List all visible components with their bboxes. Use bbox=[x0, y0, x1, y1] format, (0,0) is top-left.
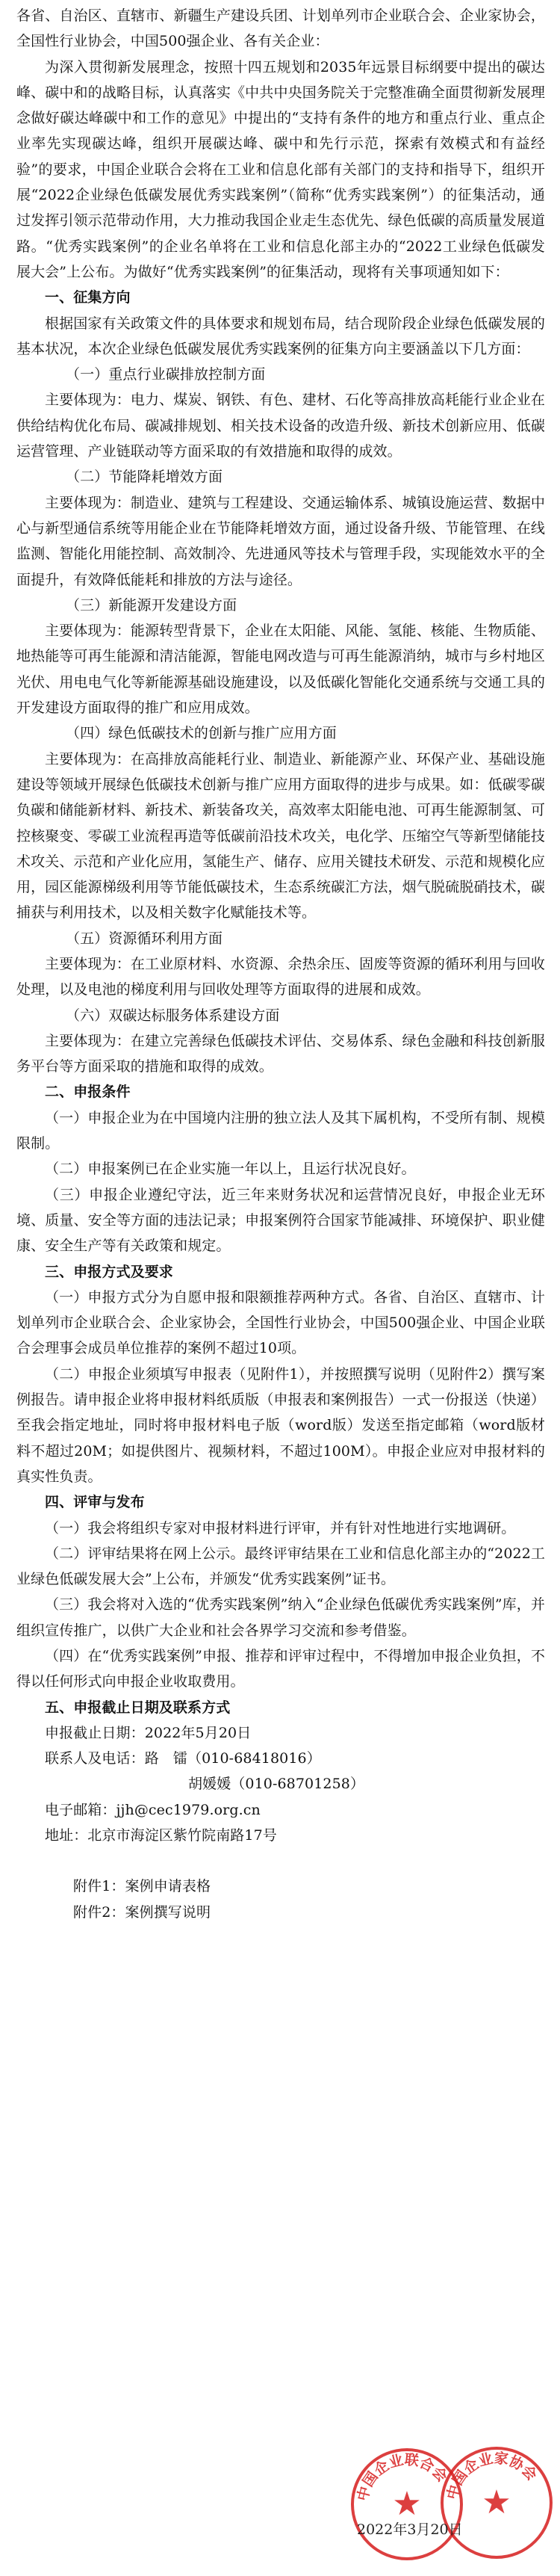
contact-label: 联系人及电话： bbox=[45, 1750, 145, 1767]
contact-line bbox=[16, 1746, 545, 1771]
review-item: （四）在“优秀实践案例”申报、推荐和评审过程中，不得增加申报企业负担，不得以任何形式向申报企业收取费用。 bbox=[16, 1648, 545, 1690]
seal-right-text: 中国企业家协会 bbox=[444, 2450, 540, 2501]
subsection-text: 主要体现为：在高排放高能耗行业、制造业、新能源产业、环保产业、基础设施建设等领域开展绿色低碳技术创新与推广应用方面取得的进步与成果。如：低碳零碳负碳和储能新材料、新技术、新装备攻关，高效率太阳能电池、可再生能源制氢、可控核聚变、零碳工业流程再造等低碳前沿技术攻关，电化学、压缩空气等新型储能技术攻关、示范和产业化应用，氢能生产、储存、应用关键技术研发、示范和规模化应用，园区能源梯级利用等节能低碳技术，生态系统碳汇方法，烟气脱硫脱硝技术，碳捕获与利用技术，以及相关数字化赋能技术等。 bbox=[16, 750, 545, 921]
review-item: （一）我会将组织专家对申报材料进行评审，并有针对性地进行实地调研。 bbox=[45, 1519, 516, 1536]
subsection-text: 主要体现为：制造业、建筑与工程建设、交通运输体系、城镇设施运营、数据中心与新型通信系统等用能企业在节能降耗增效方面，通过设备升级、节能管理、在线监测、智能化用能控制、高效制冷、先进通风等技术与管理手段，实现能效水平的全面提升，有效降低能耗和排放的方法与途径。 bbox=[16, 494, 545, 588]
condition-item: （二）申报案例已在企业实施一年以上，且运行状况良好。 bbox=[45, 1161, 416, 1178]
method-item: （二）申报企业须填写申报表（见附件1），并按照撰写说明（见附件2）撰写案例报告。请申报企业将申报材料纸质版（申报表和案例报告）一式一份报送（快递）至我会指定地址，同时将申报材料电子版（word版）发送至指定邮箱（word版材料不超过20M；如提供图片、视频材料，不超过100M）。申报企业应对申报材料的真实性负责。 bbox=[16, 1365, 545, 1485]
spacer bbox=[16, 1848, 545, 1874]
seal-star-icon: ★ bbox=[392, 2485, 422, 2523]
subsection-title: （五）资源循环利用方面 bbox=[66, 930, 223, 947]
subsection-text: 主要体现为：在建立完善绿色低碳技术评估、交易体系、绿色金融和科技创新服务平台等方面采取的措施和取得的成效。 bbox=[16, 1032, 545, 1075]
subsection-text: 主要体现为：能源转型背景下，企业在太阳能、风能、氢能、核能、生物质能、地热能等可再生能源和清洁能源，智能电网改造与可再生能源消纳，城市与乡村地区光伏、用电电气化等新能源基础设施建设，以及低碳化智能化交通系统与交通工具的开发建设方面取得的推广和应用成效。 bbox=[16, 623, 545, 717]
section-heading-3: 三、申报方式及要求 bbox=[45, 1263, 173, 1280]
subsection-text: 主要体现为：在工业原材料、水资源、余热余压、固废等资源的循环利用与回收处理，以及电池的梯度利用与回收处理等方面取得的进展和成效。 bbox=[16, 955, 545, 998]
subsection-title: （三）新能源开发建设方面 bbox=[66, 596, 237, 614]
contact-email: 电子邮箱：jjh@cec1979.org.cn bbox=[45, 1801, 261, 1818]
signature-date: 2022年3月20日 bbox=[357, 2521, 463, 2538]
contact-person-1: 路 镭（010-68418016） bbox=[144, 1750, 321, 1767]
annex-item: 附件1：案例申请表格 bbox=[73, 1878, 211, 1895]
intro-paragraph: 为深入贯彻新发展理念，按照十四五规划和2035年远景目标纲要中提出的碳达峰、碳中和的战略目标，认真落实《中共中央国务院关于完整准确全面贯彻新发展理念做好碳达峰碳中和工作的意见》中提出的“支持有条件的地方和重点行业、重点企业率先实现碳达峰，组织开展碳达峰、碳中和先行示范，探索有效模式和有益经验”的要求，中国企业联合会将在工业和信息化部有关部门的支持和指导下，组织开展“2022企业绿色低碳发展优秀实践案例”（简称“优秀实践案例”）的征集活动，通过发挥引领示范带动作用，大力推动我国企业走生态优先、绿色低碳的高质量发展道路。“优秀实践案例”的企业名单将在工业和信息化部主办的“2022工业绿色低碳发展大会”上公布。为做好“优秀实践案例”的征集活动，现将有关事项通知如下： bbox=[16, 58, 545, 280]
seal-left-text: 中国企业联合会 bbox=[354, 2451, 450, 2503]
section-1-intro: 根据国家有关政策文件的具体要求和规划布局，结合现阶段企业绿色低碳发展的基本状况，本次企业绿色低碳发展优秀实践案例的征集方向主要涵盖以下几方面： bbox=[16, 315, 545, 357]
section-heading-2: 二、申报条件 bbox=[45, 1084, 131, 1101]
review-item: （二）评审结果将在网上公示。最终评审结果在工业和信息化部主办的“2022工业绿色低碳发展大会”上公布，并颁发“优秀实践案例”证书。 bbox=[16, 1545, 545, 1588]
section-heading-1: 一、征集方向 bbox=[45, 289, 131, 306]
subsection-title: （四）绿色低碳技术的创新与推广应用方面 bbox=[66, 725, 337, 742]
signature-area bbox=[0, 2444, 560, 2576]
subsection-text: 主要体现为：电力、煤炭、钢铁、有色、建材、石化等高排放高耗能行业企业在供给结构优化布局、碳减排规划、相关技术设备的改造升级、新技术创新应用、低碳运营管理、产业链联动等方面采取的有效措施和取得的成效。 bbox=[16, 392, 545, 460]
annex-item: 附件2：案例撰写说明 bbox=[73, 1903, 211, 1921]
seal-right-stamp bbox=[441, 2447, 553, 2559]
review-item: （三）我会将对入选的“优秀实践案例”纳入“企业绿色低碳优秀实践案例”库，并组织宣传推广，以供广大企业和社会各界学习交流和参考借鉴。 bbox=[16, 1596, 545, 1639]
deadline-date: 申报截止日期：2022年5月20日 bbox=[45, 1724, 252, 1741]
method-item: （一）申报方式分为自愿申报和限额推荐两种方式。各省、自治区、直辖市、计划单列市企业联合会、企业家协会，全国性行业协会，中国500强企业、中国企业联合会理事会成员单位推荐的案例不超过10项。 bbox=[16, 1288, 545, 1357]
subsection-title: （二）节能降耗增效方面 bbox=[66, 469, 223, 486]
section-heading-4: 四、评审与发布 bbox=[45, 1494, 145, 1511]
contact-person-2: 胡媛媛（010-68701258） bbox=[188, 1776, 365, 1793]
seal-star-icon: ★ bbox=[482, 2483, 511, 2521]
subsection-title: （六）双碳达标服务体系建设方面 bbox=[66, 1007, 280, 1024]
section-heading-5: 五、申报截止日期及联系方式 bbox=[45, 1699, 231, 1716]
condition-item: （三）申报企业遵纪守法，近三年来财务状况和运营情况良好，申报企业无环境、质量、安全等方面的违法记录；申报案例符合国家节能减排、环境保护、职业健康、安全生产等有关政策和规定。 bbox=[16, 1186, 545, 1255]
addressee: 各省、自治区、直辖市、新疆生产建设兵团、计划单列市企业联合会、企业家协会，全国性行业协会，中国500强企业、各有关企业： bbox=[16, 7, 545, 50]
subsection-title: （一）重点行业碳排放控制方面 bbox=[66, 366, 266, 383]
condition-item: （一）申报企业为在中国境内注册的独立法人及其下属机构，不受所有制、规模限制。 bbox=[16, 1109, 545, 1152]
contact-address: 地址：北京市海淀区紫竹院南路17号 bbox=[45, 1827, 277, 1844]
